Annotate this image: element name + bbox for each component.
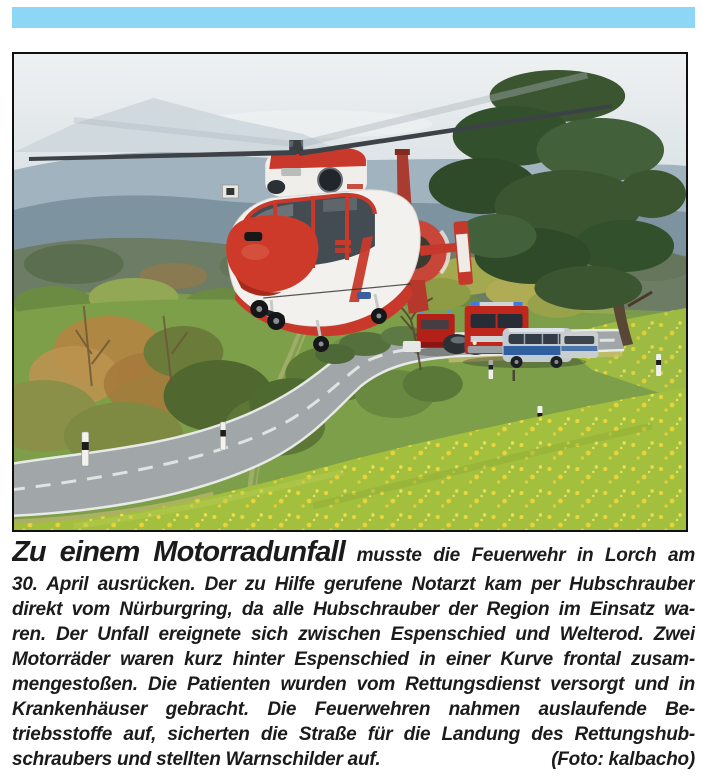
article-line-5: Motorräder waren kurz hinter Espenschied in einer Kurve frontal zusam- [12, 649, 695, 670]
photo-credit: (Foto: kalbacho) [551, 749, 695, 770]
article-line-7: Krankenhäuser gebracht. Die Feuerwehren nahmen auslaufende Be- [12, 699, 695, 720]
article-lead-in: Zu einem Motorradunfall [12, 536, 346, 568]
article-line-8: triebsstoffe auf, sicherten die Straße für die Landung des Rettungshub- [12, 724, 695, 745]
article-text [12, 536, 695, 772]
article-line-3: direkt vom Nürburgring, da alle Hubschrauber der Region im Einsatz wa- [12, 599, 695, 620]
photo-illustration [14, 54, 686, 530]
article-photo [12, 52, 688, 532]
article-line-4: ren. Der Unfall ereignete sich zwischen Espenschied und Welterod. Zwei [12, 624, 695, 645]
article-line-1-rest: musste die Feuerwehr in Lorch am [345, 545, 695, 566]
rear-van [560, 332, 598, 358]
article-line-9 [12, 747, 695, 772]
article-last-sentence: schraubers und stellten Warnschilder auf. [12, 749, 381, 770]
white-car [403, 341, 421, 352]
masthead-bar [12, 7, 695, 28]
article-line-6: mengestoßen. Die Patienten wurden vom Rettungsdienst versorgt und in [12, 674, 695, 695]
article-line-2: 30. April ausrücken. Der zu Hilfe gerufene Notarzt kam per Hubschrauber [12, 574, 695, 595]
article-line-1 [12, 536, 695, 572]
